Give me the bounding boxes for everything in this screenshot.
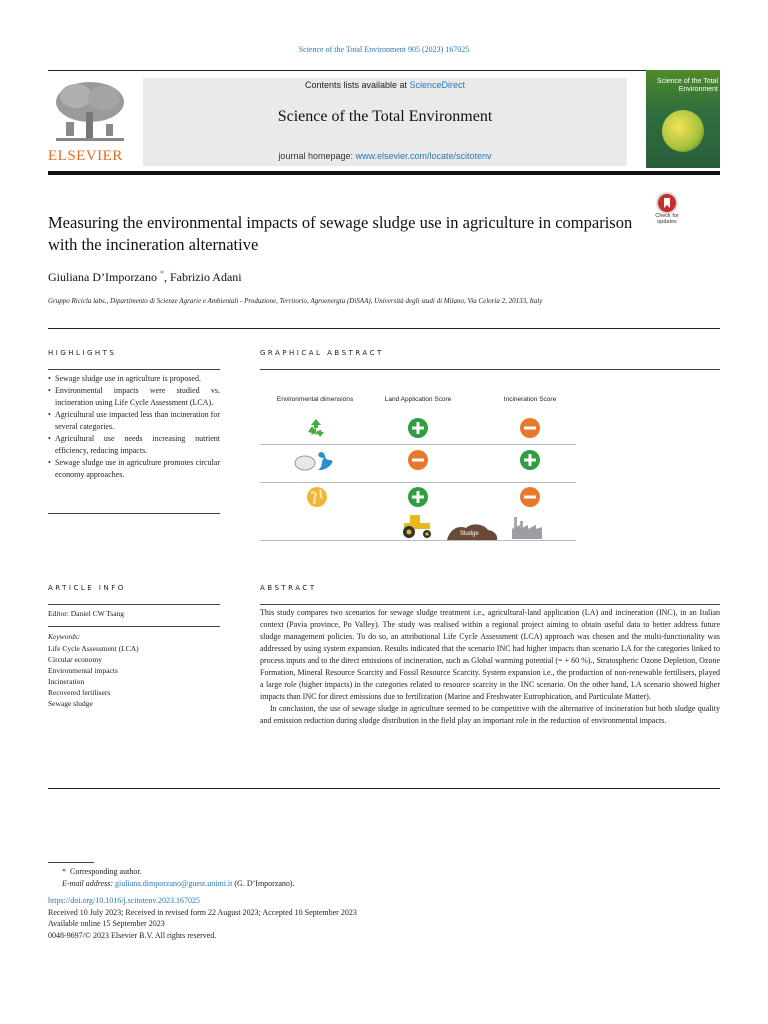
highlights-list — [48, 373, 220, 481]
journal-header-band — [143, 78, 627, 166]
earth-icon — [305, 485, 329, 509]
keyword-item: Circular economy — [48, 655, 102, 664]
editor: Editor: Daniel CW Tsang — [48, 609, 125, 618]
copyright: 0048-9697/© 2023 Elsevier B.V. All rights reserved. — [48, 930, 217, 940]
highlight-item: • Agricultural use needs increasing nutrient efficiency, reducing impacts. — [48, 433, 220, 457]
corresponding-mark: * — [62, 867, 66, 876]
cover-title: Science of the Total Environment — [657, 78, 718, 93]
ga-row-separator — [260, 482, 576, 483]
check-for-updates-line2: updates — [657, 219, 677, 225]
highlights-rule — [48, 369, 220, 370]
keyword-item: Life Cycle Assessment (LCA) — [48, 644, 139, 653]
journal-homepage-link[interactable]: www.elsevier.com/locate/scitotenv — [355, 151, 492, 161]
email-suffix: (G. D’Imporzano). — [232, 878, 295, 888]
abstract-rule — [260, 604, 720, 605]
corresponding-author-text: Corresponding author. — [70, 867, 142, 876]
keywords-label: Keywords: — [48, 632, 81, 641]
available-online: Available online 15 September 2023 — [48, 919, 165, 928]
highlight-item: • Agricultural use impacted less than incineration for several categories. — [48, 409, 220, 433]
ga-row2-incineration-score — [519, 449, 541, 475]
author-list — [48, 269, 648, 285]
recycle-icon — [304, 416, 328, 440]
received-dates: Received 10 July 2023; Received in revised form 22 August 2023; Accepted 10 September 2023 — [48, 907, 357, 917]
plus-icon — [407, 417, 429, 439]
graphical-abstract-rule — [260, 369, 720, 370]
contents-line — [143, 80, 627, 90]
plus-icon — [407, 486, 429, 508]
elsevier-logo[interactable] — [48, 76, 140, 168]
article-info-heading: ARTICLE INFO — [48, 584, 126, 592]
ga-row2-land-score — [407, 449, 429, 475]
journal-citation-link[interactable]: Science of the Total Environment 905 (2023) 167025 — [298, 45, 470, 54]
abstract-paragraph: This study compares two scenarios for sewage sludge treatment i.e., agricultural-land application (LA) and incineration (INC), in an Italian context (Pavia province, Po Valley). The study was realised within a regional project aiming to obtain useful data to better address future sludge management policies. To do so, an attributional Life Cycle Assessment (LCA) approach was chosen and the multi-functionality was addressed by using system expansion. Results indicated that the scenario INC had higher impacts than scenario LA for the categories linked to process inputs and to the direct emissions of incineration, such as Global warming potential (= + 60 %)., Stratospheric Ozone Depletion, Ozone Formation, Mineral Resource Scarcity and Fossil Resource Scarcity. System expansion i.e., the production of non-renewable fertilisers, played a large role (higher impacts) in the categories related to resource scarcity in the INC scenario. On the other hand, LA scenario showed higher impacts than INC for direct emissions due to fertilization (Marine and Freshwater Eutrophication, and Particulate Matter). — [260, 608, 720, 701]
elsevier-wordmark: ELSEVIER — [48, 148, 123, 164]
header-top-rule — [48, 70, 720, 71]
ga-col-dimensions: Environmental dimensions — [276, 396, 354, 403]
check-for-updates-line1: Check for — [655, 213, 679, 219]
highlights-heading: HIGHLIGHTS — [48, 349, 117, 357]
elsevier-tree-icon — [52, 78, 128, 144]
journal-cover-image[interactable] — [646, 70, 720, 168]
ga-col-land: Land Application Score — [384, 396, 452, 403]
author-2[interactable]: Fabrizio Adani — [169, 270, 242, 284]
keyword-item: Environmental impacts — [48, 666, 118, 675]
water-icon — [294, 448, 340, 474]
minus-icon — [407, 449, 429, 471]
header-bottom-rule — [48, 171, 720, 175]
journal-name: Science of the Total Environment — [277, 108, 493, 125]
sludge-label: Sludge — [460, 531, 479, 537]
keyword-item: Sewage sludge — [48, 699, 93, 708]
tractor-icon — [400, 513, 436, 539]
incineration-plant-icon — [510, 515, 544, 539]
check-for-updates-label — [650, 213, 684, 225]
email-line — [48, 878, 708, 890]
minus-icon — [519, 417, 541, 439]
author-separator: , — [163, 270, 170, 284]
author-1[interactable]: Giuliana D’Imporzano — [48, 270, 157, 284]
ga-row3-incineration-score — [519, 486, 541, 512]
graphical-abstract-figure[interactable] — [260, 385, 580, 545]
article-info-rule — [48, 604, 220, 605]
keyword-item: Recovered fertilisers — [48, 688, 111, 697]
highlight-item: • Sewage sludge use in agriculture promotes circular economy approaches. — [48, 457, 220, 481]
ga-row1-incineration-score — [519, 417, 541, 443]
article-info-rule — [48, 626, 220, 627]
corresponding-author-note — [48, 866, 708, 878]
footer — [48, 866, 708, 941]
ga-row1-land-score — [407, 417, 429, 443]
minus-icon — [519, 486, 541, 508]
keyword-item: Incineration — [48, 677, 85, 686]
ga-row3-land-score — [407, 486, 429, 512]
ga-row-separator — [260, 444, 576, 445]
email-link[interactable]: giuliana.dimporzano@guest.unimi.it — [115, 878, 233, 888]
corresponding-author-mark[interactable]: * — [159, 269, 164, 278]
doi-link[interactable]: https://doi.org/10.1016/j.scitotenv.2023.167025 — [48, 896, 200, 905]
sciencedirect-link[interactable]: ScienceDirect — [409, 80, 466, 90]
plus-icon — [519, 449, 541, 471]
ga-row-separator — [260, 540, 576, 541]
section-divider — [48, 788, 720, 789]
abstract-body — [260, 607, 720, 727]
abstract-heading: ABSTRACT — [260, 584, 317, 592]
section-divider — [48, 328, 720, 329]
affiliation: Gruppo Ricicla labs., Dipartimento di Scienze Agrarie e Ambientali - Produzione, Territorio, Agroenergia (DiSAA), Università degli studi di Milano, Via Celoria 2, 20133, Italy — [48, 297, 543, 305]
keywords-list — [48, 643, 139, 709]
footnote-rule — [48, 862, 94, 863]
check-for-updates-button[interactable] — [650, 192, 684, 230]
contents-prefix: Contents lists available at — [304, 80, 410, 90]
highlights-bottom-rule — [48, 513, 220, 514]
crossmark-icon — [656, 192, 678, 214]
article-title: Measuring the environmental impacts of sewage sludge use in agriculture in comparison with the incineration alternative — [48, 213, 633, 254]
ga-col-incineration: Incineration Score — [503, 396, 557, 403]
homepage-prefix: journal homepage: — [278, 151, 356, 161]
cover-artwork — [662, 110, 704, 152]
email-label: E-mail address: — [62, 878, 116, 888]
graphical-abstract-heading: GRAPHICAL ABSTRACT — [260, 349, 384, 357]
highlight-item: • Sewage sludge use in agriculture is proposed. — [48, 373, 220, 385]
abstract-paragraph: In conclusion, the use of sewage sludge in agriculture seemed to be competitive with the alternative of incineration but both sludge quality and emission reduction during sludge distribution in the field play an important role in the reduction of environmental impacts. — [260, 704, 720, 725]
homepage-line — [143, 151, 627, 161]
highlight-item: • Environmental impacts were studied vs. incineration using Life Cycle Assessment (LCA). — [48, 385, 220, 409]
